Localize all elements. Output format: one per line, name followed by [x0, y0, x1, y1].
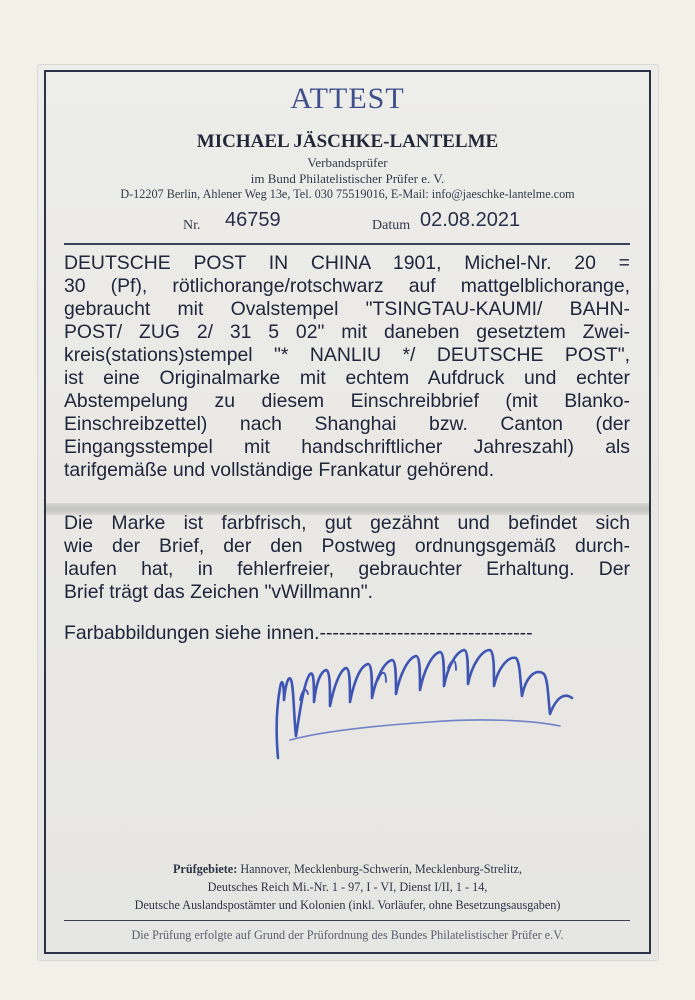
handwritten-signature	[260, 640, 640, 770]
text-line: gebraucht mit Ovalstempel "TSINGTAU-KAUMI/ BAHN-	[64, 298, 630, 320]
text-line: Abstempelung zu diesem Einschreibbrief (mit Blanko-	[64, 390, 630, 412]
testing-areas-text: Hannover, Mecklenburg-Schwerin, Mecklenburg-Strelitz,	[237, 862, 522, 876]
text-line: tarifgemäße und vollständige Frankatur gehörend.	[64, 459, 495, 481]
attest-paragraph-1	[64, 252, 630, 482]
text-line: Die Marke ist farbfrisch, gut gezähnt und befindet sich	[64, 512, 630, 534]
attest-paragraph-2	[64, 512, 630, 604]
date-label: Datum	[372, 218, 411, 233]
testing-areas-line-2: Deutsches Reich Mi.-Nr. 1 - 97, I - VI, Dienst I/II, 1 - 14,	[207, 880, 488, 894]
text-line: Brief trägt das Zeichen "vWillmann".	[64, 581, 374, 603]
testing-areas-line-3: Deutsche Auslandspostämter und Kolonien (inkl. Vorläufer, ohne Besetzungsausgaben)	[134, 898, 561, 912]
header-divider	[64, 243, 630, 245]
text-line: 30 (Pf), rötlichorange/rotschwarz auf mattgelblichorange,	[64, 275, 630, 297]
association-name: im Bund Philatelistischer Prüfer e. V.	[250, 171, 445, 186]
footer-divider	[64, 920, 630, 921]
contact-address: D-12207 Berlin, Ahlener Weg 13e, Tel. 030 75519016, E-Mail: info@jaeschke-lantelme.com	[120, 187, 575, 201]
text-line: laufen hat, in fehlerfreier, gebrauchter Erhaltung. Der	[64, 558, 630, 580]
text-line: POST/ ZUG 2/ 31 5 02" mit daneben gesetztem Zwei-	[64, 321, 630, 343]
testing-areas-label: Prüfgebiete:	[172, 862, 238, 876]
examiner-name: MICHAEL JÄSCHKE-LANTELME	[196, 131, 499, 152]
number-label: Nr.	[183, 218, 201, 233]
text-line: Farbabbildungen siehe innen.---------------------------------	[64, 622, 533, 644]
testing-areas-line-1	[0, 862, 695, 877]
text-line: Einschreibzettel) nach Shanghai bzw. Canton (der	[64, 413, 630, 435]
text-line: DEUTSCHE POST IN CHINA 1901, Michel-Nr. 20 =	[64, 252, 630, 274]
examiner-role: Verbandsprüfer	[307, 155, 388, 170]
attest-title: ATTEST	[290, 82, 405, 115]
certificate-number: 46759	[225, 209, 281, 231]
text-line: wie der Brief, der den Postweg ordnungsgemäß durch-	[64, 535, 630, 557]
examination-note: Die Prüfung erfolgte auf Grund der Prüfordnung des Bundes Philatelistischer Prüfer e.V.	[131, 928, 564, 942]
text-line: Eingangsstempel mit handschriftlicher Jahreszahl) als	[64, 436, 630, 458]
text-line: kreis(stations)stempel "* NANLIU */ DEUTSCHE POST",	[64, 344, 630, 366]
text-line: ist eine Originalmarke mit echtem Aufdruck und echter	[64, 367, 630, 389]
certificate-date: 02.08.2021	[420, 209, 521, 231]
